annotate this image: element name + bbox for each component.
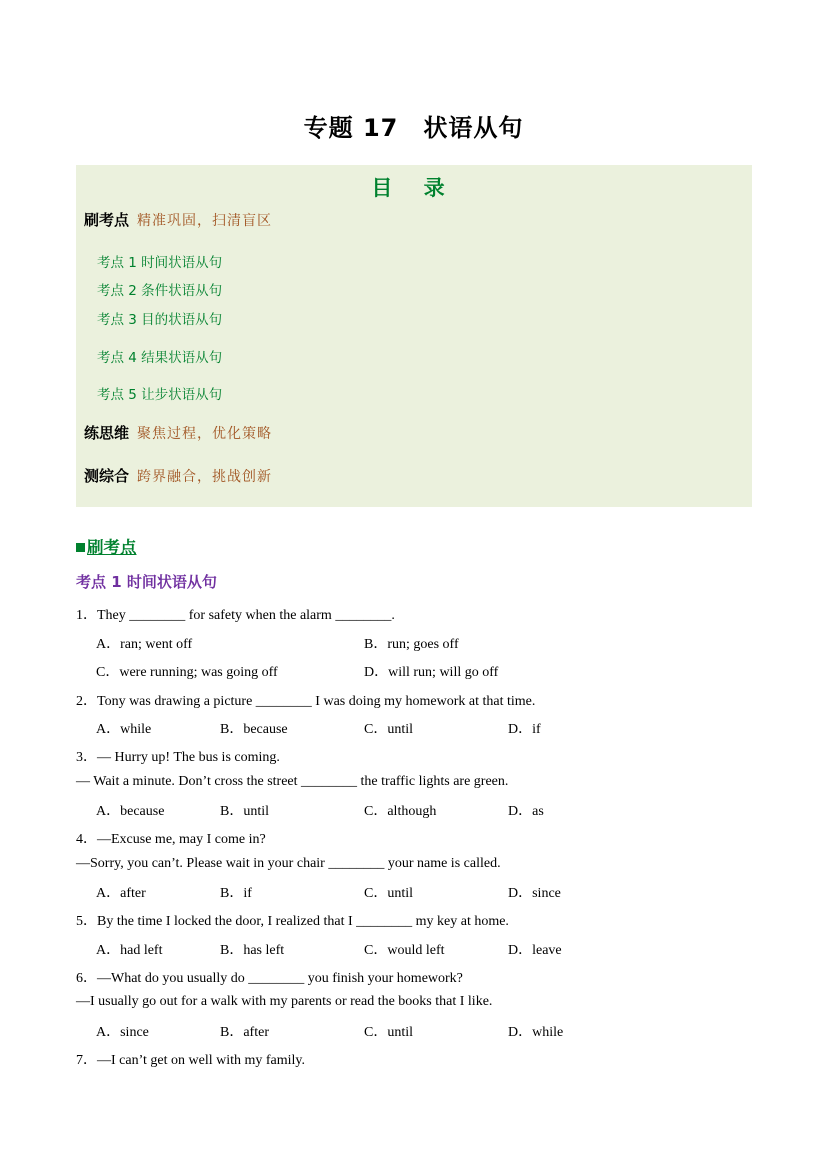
toc-section-subtitle: 聚焦过程，优化策略 [137,426,273,442]
question-2-option-d[interactable]: D．if [508,722,541,737]
question-6-option-a[interactable]: A．since [96,1025,149,1040]
toc-section-label: 刷考点 [84,211,130,229]
question-5-option-c[interactable]: C．would left [364,943,445,958]
question-4-stem-reply: —Sorry, you can’t. Please wait in your chair ________ your name is called. [76,856,501,871]
toc-item-kaodian-3[interactable]: 考点 3 目的状语从句 [97,312,223,328]
question-5-option-b[interactable]: B．has left [220,943,285,958]
question-5-stem: 5．By the time I locked the door, I realized that I ________ my key at home. [76,914,509,929]
question-3-option-a[interactable]: A．because [96,804,165,819]
toc-section-kaodian[interactable] [84,209,272,230]
question-7-stem: 7．—I can’t get on well with my family. [76,1053,306,1068]
question-1-option-c[interactable]: C．were running; was going off [96,665,278,680]
toc-section-siwei[interactable] [84,422,272,443]
question-6-option-d[interactable]: D．while [508,1025,564,1040]
toc-item-kaodian-5[interactable]: 考点 5 让步状语从句 [97,387,223,403]
question-3-option-d[interactable]: D．as [508,804,544,819]
question-3-option-c[interactable]: C．although [364,804,437,819]
question-4-stem: 4．—Excuse me, may I come in? [76,832,266,847]
toc-item-kaodian-2[interactable]: 考点 2 条件状语从句 [97,283,223,299]
question-2-option-a[interactable]: A．while [96,722,152,737]
question-1-stem: 1．They ________ for safety when the alarm ________. [76,608,395,623]
section-heading-text: 刷考点 [87,538,137,557]
toc-section-subtitle: 跨界融合，挑战创新 [137,469,273,485]
toc-item-kaodian-1[interactable]: 考点 1 时间状语从句 [97,255,223,271]
question-3-stem: 3．— Hurry up! The bus is coming. [76,750,280,765]
kaodian-heading: 考点 1 时间状语从句 [76,573,217,591]
question-3-stem-reply: — Wait a minute. Don’t cross the street ________ the traffic lights are green. [76,774,509,789]
question-6-option-c[interactable]: C．until [364,1025,414,1040]
question-2-option-c[interactable]: C．until [364,722,414,737]
question-1-option-b[interactable]: B．run; goes off [364,637,459,652]
question-4-option-d[interactable]: D．since [508,886,561,901]
question-6-option-b[interactable]: B．after [220,1025,269,1040]
question-2-stem: 2．Tony was drawing a picture ________ I was doing my homework at that time. [76,694,536,709]
question-4-option-a[interactable]: A．after [96,886,146,901]
question-2-option-b[interactable]: B．because [220,722,288,737]
question-3-option-b[interactable]: B．until [220,804,270,819]
question-6-stem-reply: —I usually go out for a walk with my parents or read the books that I like. [76,994,493,1009]
square-bullet-icon [76,543,85,552]
toc-heading: 目 录 [371,176,457,200]
question-5-option-d[interactable]: D．leave [508,943,562,958]
toc-section-label: 测综合 [84,467,130,485]
question-1-option-a[interactable]: A．ran; went off [96,637,193,652]
question-6-stem: 6．—What do you usually do ________ you finish your homework? [76,971,463,986]
toc-section-zonghe[interactable] [84,465,272,486]
toc-item-kaodian-4[interactable]: 考点 4 结果状语从句 [97,350,223,366]
question-1-option-d[interactable]: D．will run; will go off [364,665,499,680]
question-5-option-a[interactable]: A．had left [96,943,163,958]
toc-section-subtitle: 精准巩固，扫清盲区 [137,213,273,229]
question-4-option-b[interactable]: B．if [220,886,252,901]
section-heading [76,534,137,558]
page-title: 专题 17 状语从句 [303,114,524,142]
toc-section-label: 练思维 [84,424,130,442]
question-4-option-c[interactable]: C．until [364,886,414,901]
